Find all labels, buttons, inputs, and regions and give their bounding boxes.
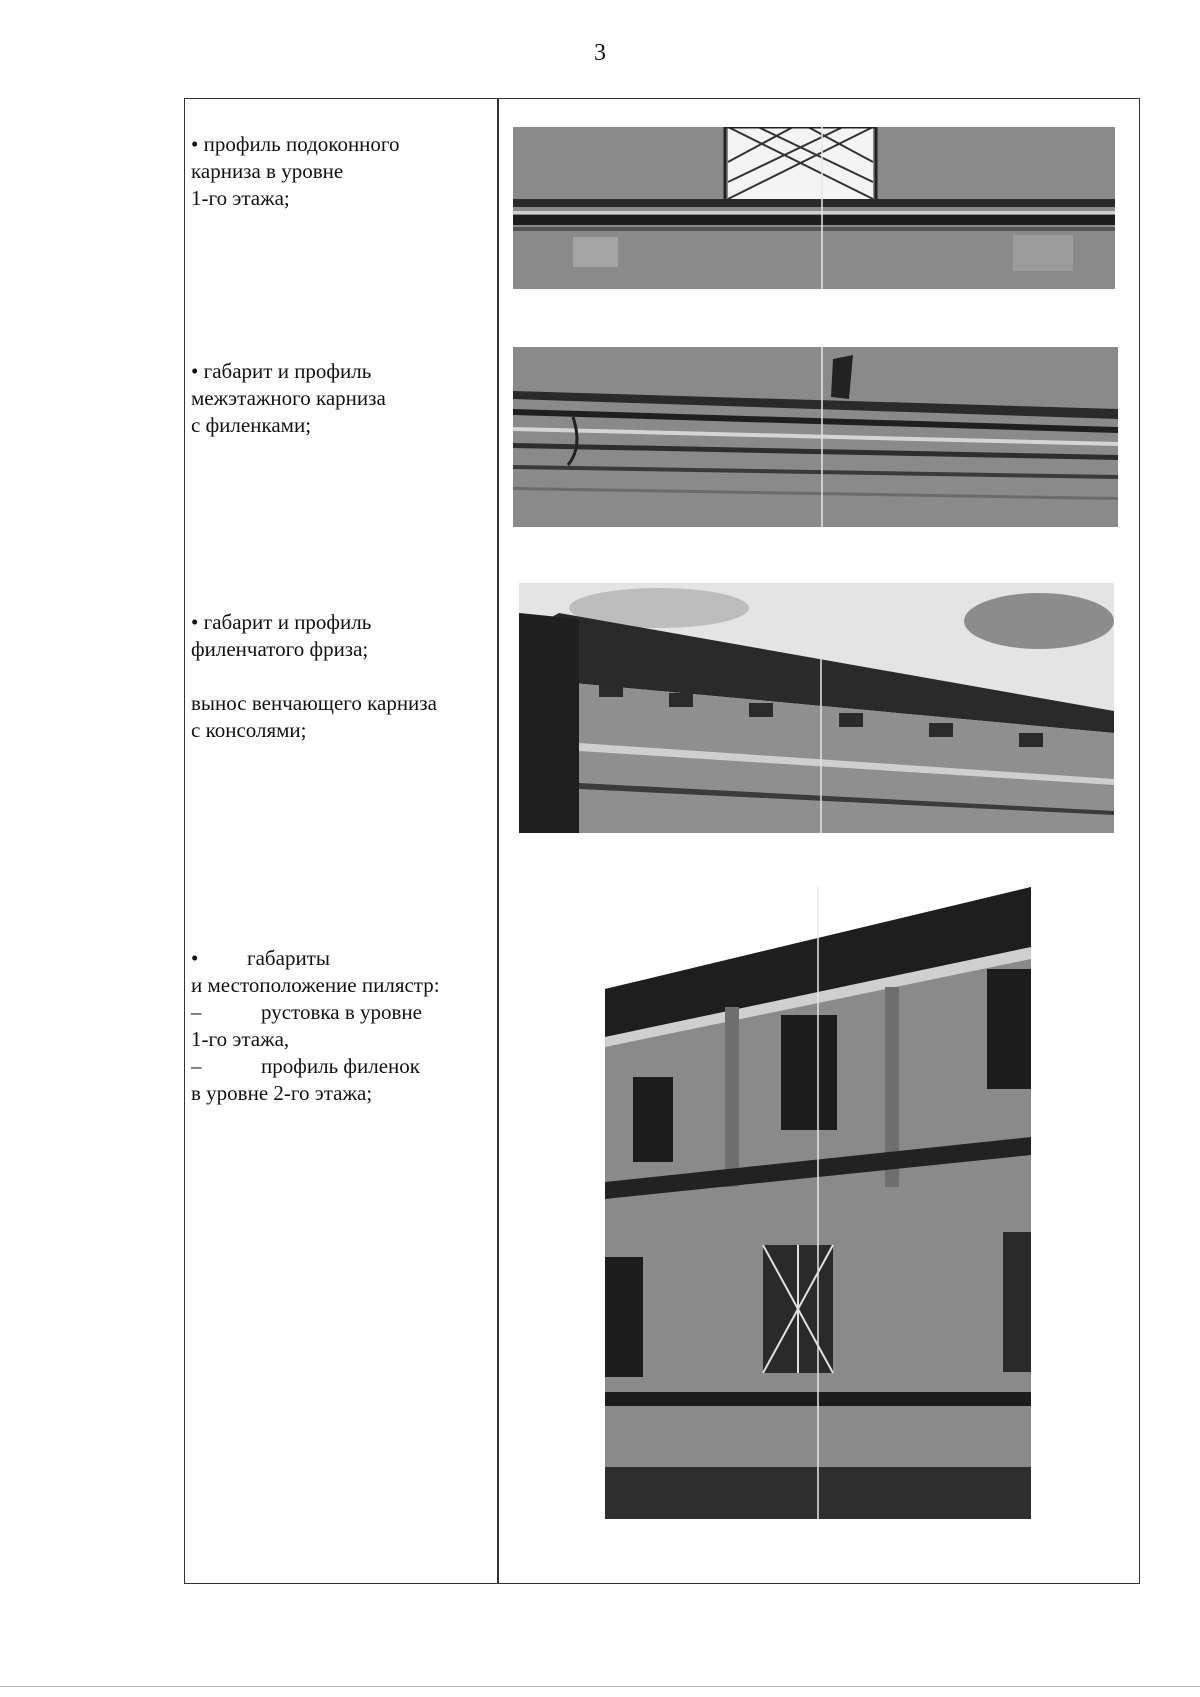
item-2-line-1: • габарит и профиль xyxy=(191,359,372,383)
item-2-text xyxy=(191,358,491,439)
photo-windowsill-cornice xyxy=(513,127,1115,289)
item-1-line-3: 1-го этажа; xyxy=(191,186,290,210)
item-1-line-1: • профиль подоконного xyxy=(191,132,400,156)
item-4-line-1: и местоположение пилястр: xyxy=(191,973,440,997)
item-4-sub-2-cont: в уровне 2-го этажа; xyxy=(191,1081,373,1105)
page-bottom-rule xyxy=(0,1686,1200,1687)
photo-interfloor-cornice xyxy=(513,347,1118,527)
item-3-text xyxy=(191,609,491,744)
item-4-sub-2: – профиль филенок xyxy=(191,1054,420,1078)
item-2-line-2: межэтажного карниза xyxy=(191,386,386,410)
item-4-head: • габариты xyxy=(191,946,330,970)
item-2-line-3: с филенками; xyxy=(191,413,312,437)
item-4-sub-1-cont: 1-го этажа, xyxy=(191,1027,290,1051)
item-1-line-2: карниза в уровне xyxy=(191,159,344,183)
photo-facade-pilasters xyxy=(605,887,1031,1519)
item-4-sub-1: – рустовка в уровне xyxy=(191,1000,422,1024)
item-3-extra-line-2: с консолями; xyxy=(191,718,307,742)
item-3-extra-line-1: вынос венчающего карниза xyxy=(191,691,437,715)
item-3-line-1: • габарит и профиль xyxy=(191,610,372,634)
page-number: 3 xyxy=(594,40,606,66)
column-divider xyxy=(497,99,499,1583)
photo-frieze-crowning-cornice xyxy=(519,583,1114,833)
item-4-text xyxy=(191,945,491,1107)
item-1-text xyxy=(191,131,491,212)
document-table xyxy=(184,98,1140,1584)
item-3-line-2: филенчатого фриза; xyxy=(191,637,369,661)
